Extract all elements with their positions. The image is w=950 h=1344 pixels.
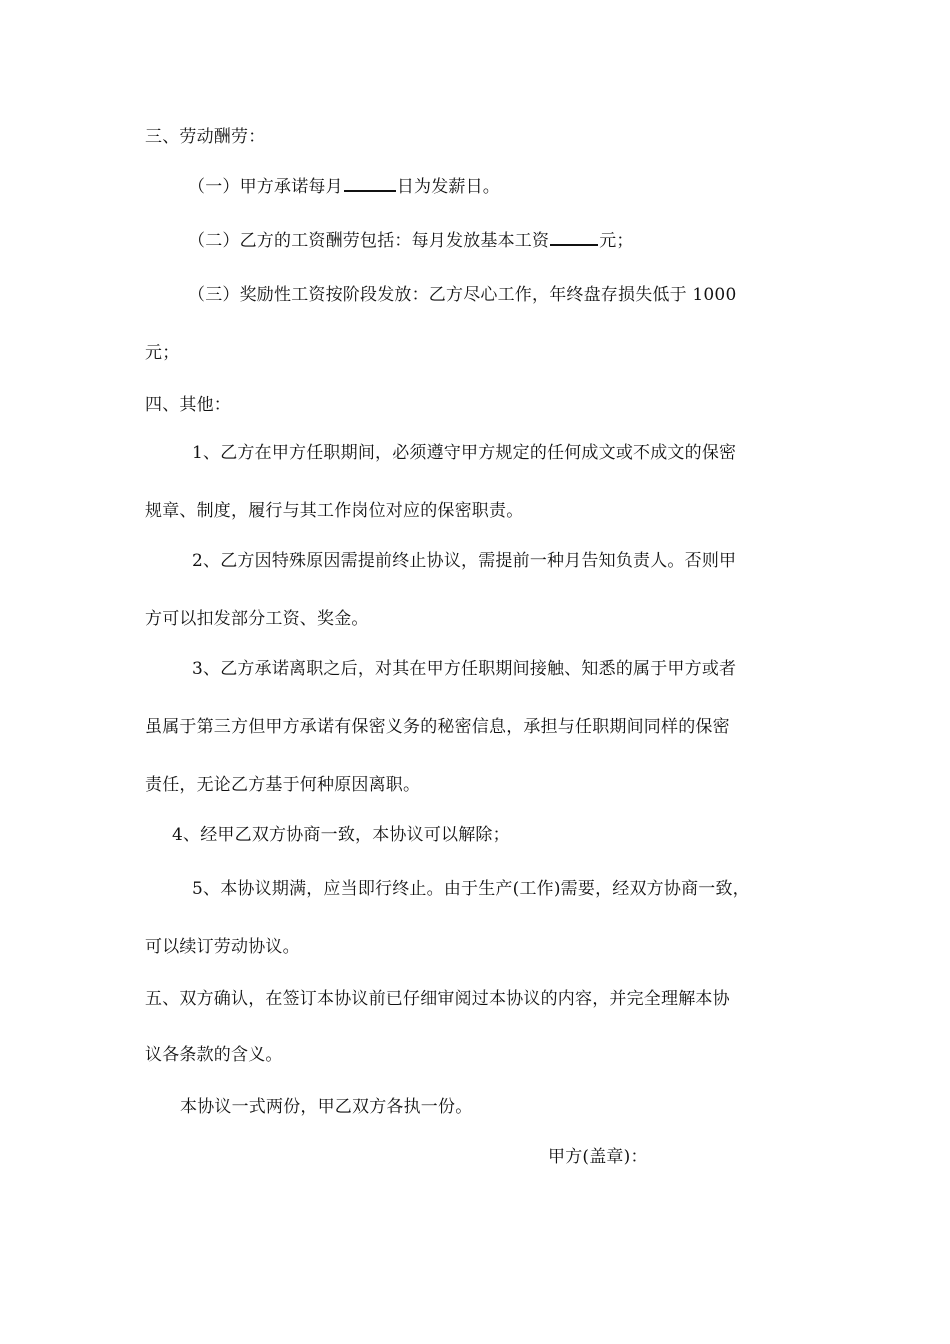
party-a-seal: 甲方(盖章)： [548, 1147, 648, 1167]
s4-item1-line1: 1、乙方在甲方任职期间，必须遵守甲方规定的任何成文或不成文的保密 [192, 443, 737, 463]
s3-item1 [188, 176, 500, 198]
s4-item5-line1: 5、本协议期满，应当即行终止。由于生产(工作)需要，经双方协商一致， [192, 879, 750, 899]
s4-item5-line2: 可以续订劳动协议。 [145, 937, 300, 957]
s4-item4: 4、经甲乙双方协商一致，本协议可以解除； [172, 825, 510, 845]
s3-item2-prefix: （二）乙方的工资酬劳包括：每月发放基本工资 [188, 231, 550, 251]
s4-item2-line1: 2、乙方因特殊原因需提前终止协议，需提前一种月告知负责人。否则甲 [192, 551, 737, 571]
s3-item2-suffix: 元； [599, 231, 634, 251]
s4-item3-line3: 责任，无论乙方基于何种原因离职。 [145, 775, 421, 795]
section4-heading: 四、其他： [145, 395, 231, 415]
s4-item3-line1: 3、乙方承诺离职之后，对其在甲方任职期间接触、知悉的属于甲方或者 [192, 659, 737, 679]
s3-item3-line1: （三）奖励性工资按阶段发放：乙方尽心工作，年终盘存损失低于 1000 [188, 285, 737, 305]
s4-item1-line2: 规章、制度，履行与其工作岗位对应的保密职责。 [145, 501, 524, 521]
s4-item3-line2: 虽属于第三方但甲方承诺有保密义务的秘密信息，承担与任职期间同样的保密 [145, 717, 730, 737]
s3-item3-line2: 元； [145, 343, 180, 363]
section3-heading: 三、劳动酬劳： [145, 127, 266, 147]
s3-item1-prefix: （一）甲方承诺每月 [188, 177, 343, 197]
s3-item2 [188, 230, 634, 252]
section5-line2: 议各条款的含义。 [145, 1045, 283, 1065]
base-salary-blank [550, 230, 598, 246]
s3-item1-suffix: 日为发薪日。 [396, 177, 501, 197]
section5-line1: 五、双方确认，在签订本协议前已仔细审阅过本协议的内容，并完全理解本协 [145, 989, 730, 1009]
copies-note: 本协议一式两份，甲乙双方各执一份。 [180, 1097, 473, 1117]
payday-blank [344, 176, 396, 192]
s4-item2-line2: 方可以扣发部分工资、奖金。 [145, 609, 369, 629]
